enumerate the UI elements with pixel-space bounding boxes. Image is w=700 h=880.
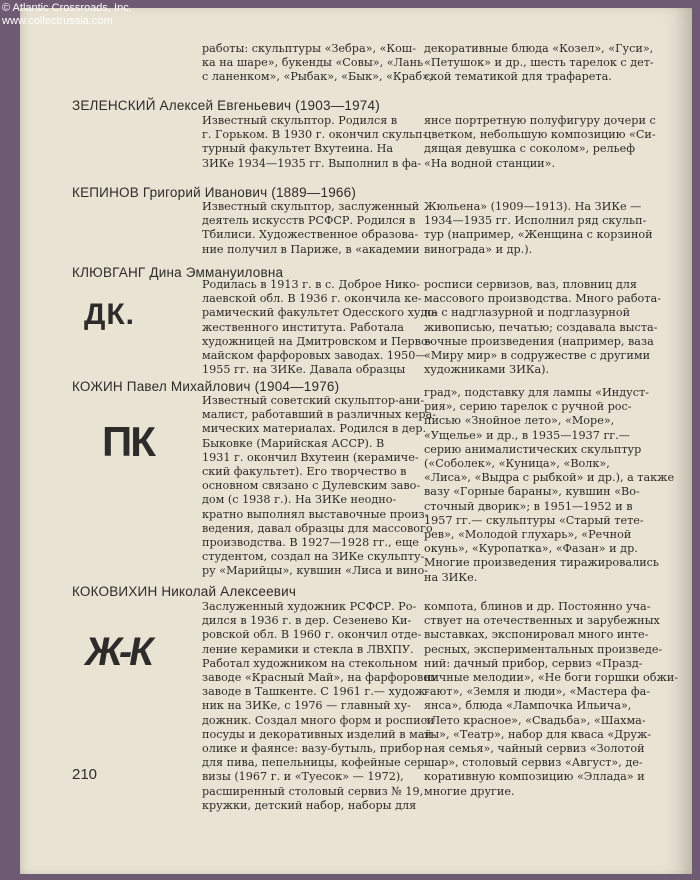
- text-line: Заслуженный художник РСФСР. Ро-: [202, 600, 417, 613]
- text-line: г. Горьком. В 1930 г. окончил скульп-: [202, 128, 427, 142]
- artist-monogram: ПК: [102, 418, 154, 465]
- text-line: тур (например, «Женщина с корзиной: [424, 228, 653, 242]
- entry-surname: КОКОВИХИН: [72, 584, 158, 599]
- text-line: шар», столовый сервиз «Август», де-: [424, 756, 643, 770]
- entry-surname: КОЖИН: [72, 379, 123, 394]
- text-line: ру «Марийцы», кувшин «Лиса и вино-: [202, 564, 429, 578]
- text-line: сточный дворик»; в 1951—1952 и в: [424, 499, 633, 513]
- entry-right-column: [424, 200, 653, 257]
- entry-heading: [72, 379, 339, 394]
- text-line: ная семья», чайный сервиз «Золотой: [424, 742, 645, 756]
- text-line: многие другие.: [424, 784, 515, 798]
- text-line: ской тематикой для трафарета.: [424, 70, 612, 84]
- watermark-line-2: www.collectrussia.com: [2, 15, 113, 27]
- text-line: производства. В 1927—1928 гг., еще: [202, 536, 419, 550]
- text-line: дом (с 1938 г.). На ЗИКе неодно-: [202, 493, 397, 507]
- text-line: посуды и декоративных изделий в май-: [202, 727, 436, 741]
- text-line: («Соболек», «Куница», «Волк»,: [424, 457, 610, 471]
- page-number: 210: [72, 766, 98, 783]
- text-line: дящая девушка с соколом», рельеф: [424, 142, 636, 156]
- entry-left-column: [202, 278, 438, 377]
- entry-left-column: [202, 200, 418, 257]
- entry-right-column: [424, 278, 661, 377]
- text-line: 1934—1935 гг. Исполнил ряд скульп-: [424, 214, 647, 228]
- text-line: «Лето красное», «Свадьба», «Шахма-: [424, 713, 646, 727]
- text-line: Работал художником на стекольном: [202, 656, 418, 670]
- text-line: «Ущелье» и др., в 1935—1937 гг.—: [424, 428, 630, 442]
- text-line: гают», «Земля и люди», «Мастера фа-: [424, 685, 651, 699]
- entry-left-column: [202, 394, 437, 579]
- text-line: компота, блинов и др. Постоянно уча-: [424, 600, 651, 613]
- text-line: майском фарфоровых заводах. 1950—: [202, 349, 427, 363]
- text-line: Родилась в 1913 г. в с. Доброе Нико-: [202, 278, 420, 291]
- entry-heading: [72, 584, 296, 599]
- text-line: кратно выполнял выставочные произ-: [202, 507, 429, 521]
- text-line: ление керамики и стекла в ЛВХПУ.: [202, 642, 414, 656]
- text-line: ЗИКе 1934—1935 гг. Выполнил в фа-: [202, 156, 422, 170]
- entry-surname: ЗЕЛЕНСКИЙ: [72, 98, 156, 113]
- text-line: жественного института. Работала: [202, 320, 404, 334]
- text-line: цветком, небольшую композицию «Си-: [424, 128, 656, 142]
- text-line: основном связано с Дулевским заво-: [202, 479, 421, 493]
- text-line: рев», «Молодой глухарь», «Речной: [424, 528, 632, 542]
- text-line: декоративные блюда «Козел», «Гуси»,: [424, 42, 654, 55]
- entry-heading: [72, 185, 356, 200]
- text-line: «Лиса», «Выдра с рыбкой» и др.), а также: [424, 471, 675, 485]
- text-line: массового производства. Много работа-: [424, 292, 661, 306]
- entry-name-dates: Николай Алексеевич: [161, 584, 297, 599]
- watermark-line-1: © Atlantic Crossroads, Inc.: [2, 2, 132, 14]
- text-line: Жюльена» (1909—1913). На ЗИКе —: [424, 200, 642, 213]
- text-line: работы: скульптуры «Зебра», «Кош-: [202, 42, 416, 55]
- text-line: град», подставку для лампы «Индуст-: [424, 386, 649, 399]
- text-line: ка на шаре», букенды «Совы», «Лань: [202, 56, 424, 70]
- text-line: малист, работавший в различных кера-: [202, 408, 437, 422]
- text-line: студентом, создал на ЗИКе скульпту-: [202, 550, 425, 564]
- text-line: 1957 гг.— скульптуры «Старый тете-: [424, 513, 644, 527]
- text-line: Известный скульптор. Родился в: [202, 114, 398, 127]
- text-line: лаевской обл. В 1936 г. окончила ке-: [202, 292, 422, 306]
- text-line: рия», серию тарелок с ручной рос-: [424, 400, 632, 414]
- text-line: заводе «Красный Май», на фарфоровом: [202, 671, 439, 685]
- text-line: «Петушок» и др., шесть тарелок с дет-: [424, 56, 654, 70]
- text-line: ние получил в Париже, в «академии: [202, 242, 420, 256]
- text-line: Быковке (Марийская АССР). В: [202, 436, 385, 450]
- text-line: серию анималистических скульптур: [424, 442, 642, 456]
- text-line: для пива, пепельницы, кофейные сер-: [202, 756, 429, 770]
- text-line: росписи сервизов, ваз, пловниц для: [424, 278, 637, 291]
- text-line: кружки, детский набор, наборы для: [202, 798, 417, 812]
- text-line: коративную композицию «Эллада» и: [424, 770, 645, 784]
- text-line: ресных, экспериментальных произведе-: [424, 642, 663, 656]
- text-line: 1931 г. окончил Вхутеин (керамиче-: [202, 450, 419, 464]
- text-line: Известный скульптор, заслуженный: [202, 200, 420, 213]
- text-line: на ЗИКе.: [424, 570, 478, 584]
- text-line: Многие произведения тиражировались: [424, 556, 660, 570]
- artist-monogram: ДК.: [84, 298, 136, 331]
- book-page: [20, 8, 692, 874]
- text-line: 1955 гг. на ЗИКе. Давала образцы: [202, 363, 406, 377]
- top-left-column: [202, 42, 433, 85]
- text-line: художниками ЗИКа).: [424, 363, 550, 377]
- text-line: окунь», «Куропатка», «Фазан» и др.: [424, 542, 638, 556]
- text-line: расширенный столовый сервиз № 19,: [202, 784, 424, 798]
- text-line: художницей на Дмитровском и Перво-: [202, 334, 432, 348]
- entry-surname: КЕПИНОВ: [72, 185, 139, 200]
- entry-left-column: [202, 600, 439, 813]
- text-line: вочные произведения (например, ваза: [424, 334, 654, 348]
- entry-name-dates: Алексей Евгеньевич (1903—1974): [159, 98, 380, 113]
- text-line: дожник. Создал много форм и росписи: [202, 713, 435, 727]
- text-line: «На водной станции».: [424, 156, 556, 170]
- text-line: янса», блюда «Лампочка Ильича»,: [424, 699, 632, 713]
- text-line: дился в 1936 г. в дер. Сезенево Ки-: [202, 614, 412, 628]
- text-line: ний: дачный прибор, сервиз «Празд-: [424, 656, 643, 670]
- text-line: визы (1967 г. и «Туесок» — 1972),: [202, 770, 404, 784]
- entry-heading: [72, 98, 380, 113]
- text-line: ский факультет). Его творчество в: [202, 465, 407, 479]
- artist-monogram: Ж-К: [82, 630, 155, 674]
- top-right-column: [424, 42, 654, 85]
- text-line: мических материалах. Родился в дер.: [202, 422, 427, 436]
- entry-name-dates: Григорий Иванович (1889—1966): [142, 185, 357, 200]
- entry-name-dates: Павел Михайлович (1904—1976): [126, 379, 340, 394]
- entry-name-dates: Дина Эммануиловна: [149, 265, 284, 280]
- text-line: Тбилиси. Художественное образова-: [202, 228, 419, 242]
- text-line: писью «Знойное лето», «Море»,: [424, 414, 615, 428]
- text-line: турный факультет Вхутеина. На: [202, 142, 394, 156]
- text-line: винограда» и др.).: [424, 242, 533, 256]
- text-line: ровской обл. В 1960 г. окончил отде-: [202, 628, 422, 642]
- entry-surname: КЛЮВГАНГ: [72, 265, 146, 280]
- text-line: Известный советский скульптор-ани-: [202, 394, 425, 407]
- entry-right-column: [424, 386, 675, 585]
- text-line: ствует на отечественных и зарубежных: [424, 614, 660, 628]
- text-line: живописью, печатью; создавала выста-: [424, 320, 658, 334]
- entry-right-column: [424, 600, 679, 799]
- text-line: янсе портретную полуфигуру дочери с: [424, 114, 656, 127]
- text-line: ничные мелодии», «Не боги горшки обжи-: [424, 671, 679, 685]
- entry-left-column: [202, 114, 427, 171]
- text-line: рамический факультет Одесского худо-: [202, 306, 438, 320]
- entry-right-column: [424, 114, 656, 171]
- text-line: деятель искусств РСФСР. Родился в: [202, 214, 416, 228]
- text-line: ла с надглазурной и подглазурной: [424, 306, 631, 320]
- text-line: с ланенком», «Рыбак», «Бык», «Краб»,: [202, 70, 433, 84]
- text-line: заводе в Ташкенте. С 1961 г.— худож-: [202, 685, 430, 699]
- text-line: ты», «Театр», набор для кваса «Друж-: [424, 727, 652, 741]
- text-line: ник на ЗИКе, с 1976 — главный ху-: [202, 699, 411, 713]
- text-line: вазу «Горные бараны», кувшин «Во-: [424, 485, 640, 499]
- watermark: [2, 2, 132, 28]
- text-line: олике и фаянсе: вазу-бутыль, прибор: [202, 742, 423, 756]
- text-line: выставках, экспонировал много инте-: [424, 628, 649, 642]
- text-line: ведения, давал образцы для массового: [202, 521, 433, 535]
- text-line: «Миру мир» в содружестве с другими: [424, 349, 651, 363]
